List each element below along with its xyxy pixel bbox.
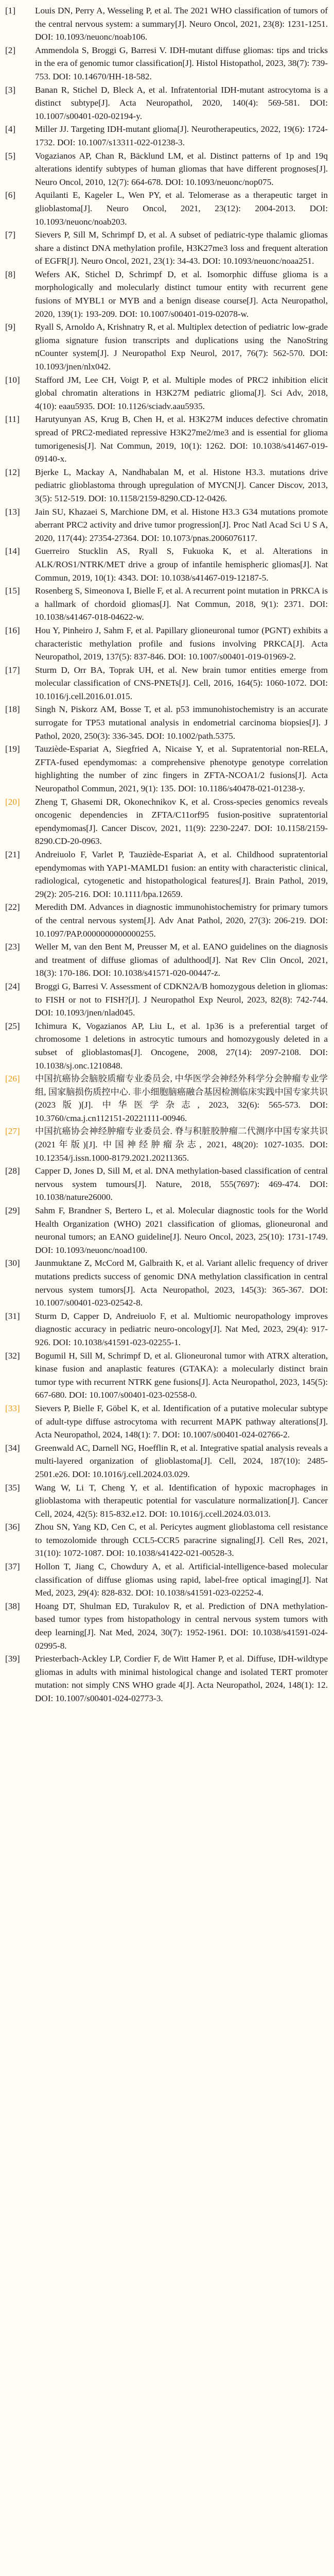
- reference-item: [5, 1257, 328, 1309]
- reference-item: [5, 1442, 328, 1481]
- reference-item: [5, 1560, 328, 1600]
- reference-item: [5, 1204, 328, 1257]
- reference-number: [33]: [5, 1403, 20, 1413]
- reference-text: 中国抗癌协会神经肿瘤专业委员会. 脊与积脏胶肿瘤二代测序中国专家共识(2021年版)[J]. 中国神经肿瘤杂志, 2021, 48(20): 1027-1035. DOI: 10.12354/j.issn.1000-8179.2021.20211365.: [35, 1126, 328, 1163]
- reference-number: [30]: [5, 1258, 20, 1268]
- reference-number: [17]: [5, 665, 20, 675]
- reference-number: [28]: [5, 1166, 20, 1176]
- reference-text: Guerreiro Stucklin AS, Ryall S, Fukuoka K, et al. Alterations in ALK/ROS1/NTRK/MET drive a group of infantile hemispheric gliomas[J]. Nat Commun, 2019, 10(1): 4343. DOI: 10.1038/s41467-019-12187-5.: [35, 546, 328, 583]
- reference-text: Miller JJ. Targeting IDH-mutant glioma[J]. Neurotherapeutics, 2022, 19(6): 1724-1732. DOI: 10.1007/s13311-022-01238-3.: [35, 124, 328, 147]
- reference-item: [5, 940, 328, 980]
- reference-text: Sievers P, Sill M, Schrimpf D, et al. A subset of pediatric-type thalamic gliomas share a distinct DNA methylation profile, H3K27me3 loss and frequent alteration of EGFR[J]. Neuro Oncol, 2021, 23(1): 34-43. DOI: 10.1093/neuonc/noaa251.: [35, 230, 328, 266]
- reference-text: Bjerke L, Mackay A, Nandhabalan M, et al. Histone H3.3. mutations drive pediatric glioblastoma through upregulation of MYCN[J]. Cancer Discov, 2013, 3(5): 512-519. DOI: 10.1158/2159-8290.CD-12-0426.: [35, 467, 328, 503]
- reference-item: [5, 584, 328, 624]
- reference-text: Capper D, Jones D, Sill M, et al. DNA methylation-based classification of central nervous system tumours[J]. Nature, 2018, 555(7697): 469-474. DOI: 10.1038/nature26000.: [35, 1166, 328, 1202]
- reference-item: [5, 1310, 328, 1349]
- reference-number: [14]: [5, 546, 20, 556]
- reference-number: [2]: [5, 45, 16, 55]
- reference-text: Rosenberg S, Simeonova I, Bielle F, et al. A recurrent point mutation in PRKCA is a hallmark of chordoid gliomas[J]. Nat Commun, 2018, 9(1): 2371. DOI: 10.1038/s41467-018-04622-w.: [35, 586, 328, 622]
- reference-text: Zhou SN, Yang KD, Cen C, et al. Pericytes augment glioblastoma cell resistance to temozolomide through CCL5-CCR5 paracrine signaling[J]. Cell Res, 2021, 31(10): 1072-1087. DOI: 10.1038/s41422-021-00528-3.: [35, 1522, 328, 1558]
- reference-item: [5, 1125, 328, 1164]
- reference-item: [5, 413, 328, 465]
- reference-list: [5, 4, 328, 1705]
- reference-number: [6]: [5, 190, 16, 200]
- reference-text: Zheng T, Ghasemi DR, Okonechnikov K, et al. Cross-species genomics reveals oncogenic dependencies in ZFTA/C11orf95 fusion-positive supratentorial ependymomas[J]. Cancer Discov, 2021, 11(9): 2230-2247. DOI: 10.1158/2159-8290.CD-20-0963.: [35, 796, 328, 846]
- reference-item: [5, 505, 328, 545]
- reference-item: [5, 848, 328, 901]
- reference-text: Louis DN, Perry A, Wesseling P, et al. The 2021 WHO classification of tumors of the central nervous system: a summary[J]. Neuro Oncol, 2021, 23(8): 1231-1251. DOI: 10.1093/neuonc/noab106.: [35, 6, 328, 42]
- reference-number: [19]: [5, 744, 20, 754]
- reference-item: [5, 4, 328, 44]
- reference-item: [5, 1349, 328, 1402]
- reference-number: [36]: [5, 1522, 20, 1532]
- reference-item: [5, 742, 328, 795]
- reference-number: [7]: [5, 230, 16, 240]
- reference-number: [15]: [5, 586, 20, 596]
- reference-text: Stafford JM, Lee CH, Voigt P, et al. Multiple modes of PRC2 inhibition elicit global chromatin alterations in H3K27M pediatric glioma[J]. Sci Adv, 2018, 4(10): eaau5935. DOI: 10.1126/sciadv.aau5935.: [35, 375, 328, 411]
- reference-number: [5]: [5, 150, 16, 161]
- reference-number: [37]: [5, 1562, 20, 1572]
- reference-text: Wang W, Li T, Cheng Y, et al. Identification of hypoxic macrophages in glioblastoma with therapeutic potential for vasculature normalization[J]. Cancer Cell, 2024, 42(5): 815-832.e12. DOI: 10.1016/j.ccell.2024.03.013.: [35, 1482, 328, 1519]
- reference-item: [5, 545, 328, 584]
- reference-item: [5, 1020, 328, 1072]
- reference-item: [5, 1652, 328, 1705]
- reference-item: [5, 980, 328, 1020]
- reference-text: Hollon T, Jiang C, Chowdury A, et al. Artificial-intelligence-based molecular classification of diffuse gliomas using rapid, label-free optical imaging[J]. Nat Med, 2023, 29(4): 828-832. DOI: 10.1038/s41591-023-02252-4.: [35, 1562, 328, 1598]
- reference-text: Weller M, van den Bent M, Preusser M, et al. EANO guidelines on the diagnosis and treatment of diffuse gliomas of adulthood[J]. Nat Rev Clin Oncol, 2021, 18(3): 170-186. DOI: 10.1038/s41571-020-00447-z.: [35, 942, 328, 978]
- reference-text: Sahm F, Brandner S, Bertero L, et al. Molecular diagnostic tools for the World Health Organization (WHO) 2021 classification of gliomas, glioneuronal and neuronal tumors; an EANO guideline[J]. Neuro Oncol, 2023, 25(10): 1731-1749. DOI: 10.1093/neuonc/noad100.: [35, 1206, 328, 1255]
- reference-number: [20]: [5, 796, 20, 807]
- reference-text: Jain SU, Khazaei S, Marchione DM, et al. Histone H3.3 G34 mutations promote aberrant PRC2 activity and drive tumor progression[J]. Proc Natl Acad Sci U S A, 2020, 117(44): 27354-27364. DOI: 10.1073/pnas.2006076117.: [35, 506, 328, 543]
- reference-text: Broggi G, Barresi V. Assessment of CDKN2A/B homozygous deletion in gliomas: to FISH or not to FISH?[J]. J Neuropathol Exp Neurol, 2023, 82(8): 742-744. DOI: 10.1093/jnen/nlad045.: [35, 981, 328, 1018]
- reference-item: [5, 320, 328, 373]
- reference-item: [5, 1402, 328, 1442]
- reference-item: [5, 624, 328, 664]
- reference-number: [39]: [5, 1654, 20, 1664]
- reference-number: [1]: [5, 6, 16, 15]
- reference-text: Sturm D, Orr BA, Toprak UH, et al. New brain tumor entities emerge from molecular classification of CNS-PNETs[J]. Cell, 2016, 164(5): 1060-1072. DOI: 10.1016/j.cell.2016.01.015.: [35, 665, 328, 701]
- reference-item: [5, 44, 328, 83]
- reference-item: [5, 228, 328, 268]
- reference-text: Hoang DT, Shulman ED, Turakulov R, et al. Prediction of DNA methylation-based tumor types from histopathology in central nervous system tumors with deep learning[J]. Nat Med, 2024, 30(7): 1952-1961. DOI: 10.1038/s41591-024-02995-8.: [35, 1601, 328, 1651]
- reference-number: [34]: [5, 1443, 20, 1453]
- reference-number: [31]: [5, 1311, 20, 1321]
- reference-text: Bogumil H, Sill M, Schrimpf D, et al. Glioneuronal tumor with ATRX alteration, kinase fusion and anaplastic features (GTAKA): a molecularly distinct brain tumor type with recurrent NTRK gene fusions[J]. Acta Neuropathol, 2023, 145(5): 667-680. DOI: 10.1007/s00401-023-02558-0.: [35, 1350, 328, 1400]
- reference-item: [5, 1072, 328, 1125]
- reference-number: [10]: [5, 375, 20, 385]
- reference-number: [35]: [5, 1482, 20, 1493]
- reference-text: Ichimura K, Vogazianos AP, Liu L, et al. 1p36 is a preferential target of chromosome 1 deletions in astrocytic tumours and homozygously deleted in a subset of glioblastomas[J]. Oncogene, 2008, 27(14): 2097-2108. DOI: 10.1038/sj.onc.1210848.: [35, 1021, 328, 1071]
- reference-number: [26]: [5, 1074, 20, 1084]
- reference-number: [29]: [5, 1206, 20, 1216]
- reference-number: [27]: [5, 1126, 20, 1137]
- reference-number: [24]: [5, 981, 20, 991]
- reference-item: [5, 149, 328, 189]
- reference-text: Sturm D, Capper D, Andreiuolo F, et al. Multiomic neuropathology improves diagnostic accuracy in pediatric neuro-oncology[J]. Nat Med, 2023, 29(4): 917-926. DOI: 10.1038/s41591-023-02255-1.: [35, 1311, 328, 1347]
- reference-item: [5, 1600, 328, 1652]
- reference-text: Harutyunyan AS, Krug B, Chen H, et al. H3K27M induces defective chromatin spread of PRC2-mediated repressive H3K27me2/me3 and is essential for glioma tumorigenesis[J]. Nat Commun, 2019, 10(1): 1262. DOI: 10.1038/s41467-019-09140-x.: [35, 414, 328, 464]
- reference-number: [22]: [5, 902, 20, 912]
- reference-item: [5, 901, 328, 940]
- reference-item: [5, 268, 328, 320]
- reference-text: Greenwald AC, Darnell NG, Hoefflin R, et al. Integrative spatial analysis reveals a multi-layered organization of glioblastoma[J]. Cell, 2024, 187(10): 2485-2501.e26. DOI: 10.1016/j.cell.2024.03.029.: [35, 1443, 328, 1479]
- reference-number: [16]: [5, 625, 20, 635]
- reference-text: Aquilanti E, Kageler L, Wen PY, et al. Telomerase as a therapeutic target in glioblastoma[J]. Neuro Oncol, 2021, 23(12): 2004-2013. DOI: 10.1093/neuonc/noab203.: [35, 190, 328, 227]
- reference-item: [5, 1520, 328, 1560]
- reference-number: [11]: [5, 414, 20, 425]
- reference-text: Sievers P, Bielle F, Göbel K, et al. Identification of a putative molecular subtype of adult-type diffuse astrocytoma with recurrent MAPK pathway alterations[J]. Acta Neuropathol, 2024, 148(1): 7. DOI: 10.1007/s00401-024-02766-2.: [35, 1403, 328, 1440]
- reference-number: [18]: [5, 704, 20, 715]
- reference-item: [5, 703, 328, 742]
- reference-item: [5, 1164, 328, 1204]
- reference-item: [5, 83, 328, 123]
- reference-text: Vogazianos AP, Chan R, Bäcklund LM, et al. Distinct patterns of 1p and 19q alterations identify subtypes of human gliomas that have different prognoses[J]. Neuro Oncol, 2010, 12(7): 664-678. DOI: 10.1093/neuonc/nop075.: [35, 150, 328, 187]
- reference-number: [25]: [5, 1021, 20, 1031]
- reference-text: Priesterbach-Ackley LP, Cordier F, de Witt Hamer P, et al. Diffuse, IDH-wildtype gliomas in adults with minimal histological change and isolated TERT promoter mutation: not simply CNS WHO grade 4[J]. Acta Neuropathol, 2024, 148(1): 12. DOI: 10.1007/s00401-024-02773-3.: [35, 1654, 328, 1703]
- reference-number: [13]: [5, 506, 20, 517]
- reference-text: Tauziède-Espariat A, Siegfried A, Nicaise Y, et al. Supratentorial non-RELA, ZFTA-fused ependymomas: a comprehensive phenotype genotype correlation highlighting the number of zinc fingers in ZFTA-NCOA1/2 fusions[J]. Acta Neuropathol Commun, 2021, 9(1): 135. DOI: 10.1186/s40478-021-01238-y.: [35, 744, 328, 794]
- reference-number: [9]: [5, 322, 16, 332]
- reference-item: [5, 664, 328, 703]
- reference-text: Ryall S, Arnoldo A, Krishnatry R, et al. Multiplex detection of pediatric low-grade glioma signature fusion transcripts and duplications using the NanoString nCounter system[J]. J Neuropathol Exp Neurol, 2017, 76(7): 562-570. DOI: 10.1093/jnen/nlx042.: [35, 322, 328, 372]
- reference-number: [4]: [5, 124, 16, 134]
- reference-number: [38]: [5, 1601, 20, 1611]
- reference-number: [12]: [5, 467, 20, 477]
- reference-item: [5, 189, 328, 228]
- reference-text: Andreiuolo F, Varlet P, Tauziède-Espariat A, et al. Childhood supratentorial ependymomas with YAP1-MAMLD1 fusion: an entity with characteristic clinical, radiological, cytogenetic and histopathological features[J]. Brain Pathol, 2019, 29(2): 205-216. DOI: 10.1111/bpa.12659.: [35, 850, 328, 899]
- reference-item: [5, 795, 328, 848]
- reference-text: Banan R, Stichel D, Bleck A, et al. Infratentorial IDH-mutant astrocytoma is a distinct subtype[J]. Acta Neuropathol, 2020, 140(4): 569-581. DOI: 10.1007/s00401-020-02194-y.: [35, 84, 328, 121]
- reference-item: [5, 1481, 328, 1521]
- reference-number: [3]: [5, 84, 16, 95]
- reference-item: [5, 466, 328, 505]
- reference-number: [21]: [5, 850, 20, 859]
- reference-number: [8]: [5, 269, 16, 279]
- reference-text: Hou Y, Pinheiro J, Sahm F, et al. Papillary glioneuronal tumor (PGNT) exhibits a characteristic methylation profile and fusions involving PRKCA[J]. Acta Neuropathol, 2019, 137(5): 837-846. DOI: 10.1007/s00401-019-01969-2.: [35, 625, 328, 662]
- reference-text: Meredith DM. Advances in diagnostic immunohistochemistry for primary tumors of the central nervous system[J]. Adv Anat Pathol, 2020, 27(3): 206-219. DOI: 10.1097/PAP.0000000000000255.: [35, 902, 328, 939]
- reference-number: [23]: [5, 942, 20, 952]
- reference-item: [5, 374, 328, 413]
- reference-text: Jaunmuktane Z, McCord M, Galbraith K, et al. Variant allelic frequency of driver mutations predicts success of genomic DNA methylation classification in central nervous system tumors[J]. Acta Neuropathol, 2023, 145(3): 365-367. DOI: 10.1007/s00401-023-02542-8.: [35, 1258, 328, 1308]
- reference-text: Ammendola S, Broggi G, Barresi V. IDH-mutant diffuse gliomas: tips and tricks in the era of genomic tumor classification[J]. Histol Histopathol, 2023, 38(7): 739-753. DOI: 10.14670/HH-18-582.: [35, 45, 328, 81]
- reference-text: Singh N, Piskorz AM, Bosse T, et al. p53 immunohistochemistry is an accurate surrogate for TP53 mutational analysis in endometrial carcinoma biopsies[J]. J Pathol, 2020, 250(3): 336-345. DOI: 10.1002/path.5375.: [35, 704, 328, 741]
- reference-text: Wefers AK, Stichel D, Schrimpf D, et al. Isomorphic diffuse glioma is a morphologically and molecularly distinct tumour entity with recurrent gene fusions of MYBL1 or MYB and a benign disease course[J]. Acta Neuropathol, 2020, 139(1): 193-209. DOI: 10.1007/s00401-019-02078-w.: [35, 269, 328, 319]
- reference-number: [32]: [5, 1350, 20, 1361]
- reference-text: 中国抗癌协会脑胶质瘤专业委员会, 中华医学会神经外科学分会肿瘤专业学组, 国家脑损伤质控中心. 非小细胞脑癌融合基因检测临床实践中国专家共识(2023版)[J]. 中华医学杂志, 2023, 32(6): 565-573. DOI: 10.3760/cma.j.cn112151-20221111-00946.: [35, 1074, 328, 1123]
- reference-item: [5, 123, 328, 149]
